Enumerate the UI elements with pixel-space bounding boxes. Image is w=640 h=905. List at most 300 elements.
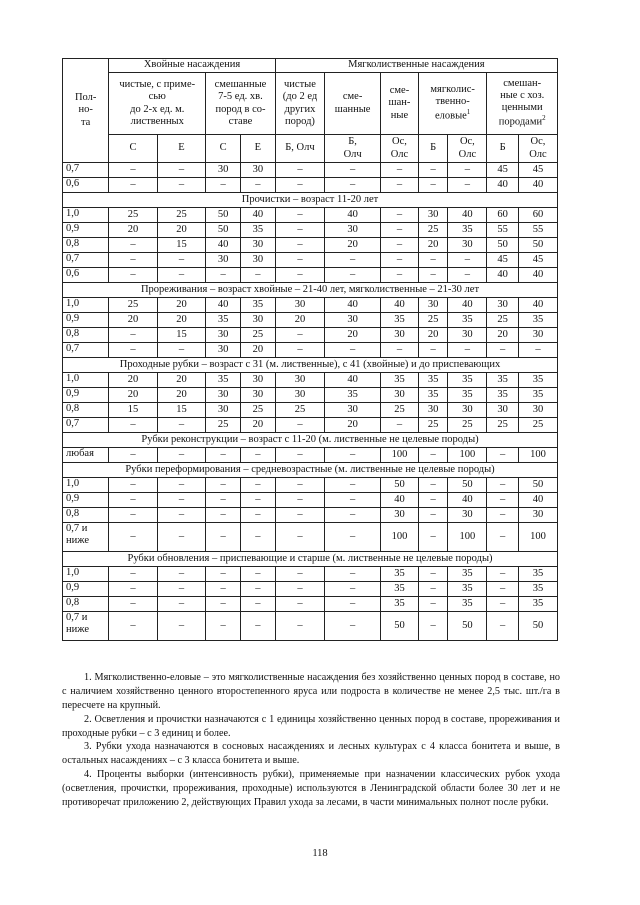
percent-cell: 30 <box>275 373 324 388</box>
percent-cell: 40 <box>487 178 519 193</box>
percent-cell: – <box>381 223 419 238</box>
percent-cell: 35 <box>487 373 519 388</box>
percent-cell: 50 <box>518 612 557 641</box>
percent-cell: – <box>487 567 519 582</box>
percent-cell: – <box>325 567 381 582</box>
percent-cell: – <box>518 343 557 358</box>
percent-cell: – <box>206 582 241 597</box>
percent-cell: 45 <box>518 253 557 268</box>
percent-cell: 20 <box>157 223 205 238</box>
percent-cell: – <box>325 493 381 508</box>
percent-cell: – <box>206 448 241 463</box>
percent-cell: 30 <box>418 298 447 313</box>
percent-cell: 20 <box>109 388 157 403</box>
percent-cell: 40 <box>518 268 557 283</box>
percent-cell: 35 <box>518 597 557 612</box>
percent-cell: 30 <box>325 223 381 238</box>
header-mixed-soft-text: сме- шанные <box>334 91 371 115</box>
percent-cell: – <box>275 178 324 193</box>
percent-cell: 15 <box>157 328 205 343</box>
percent-cell: 35 <box>418 373 447 388</box>
percent-cell: 35 <box>448 597 487 612</box>
percent-cell: 25 <box>418 223 447 238</box>
percent-cell: 50 <box>206 208 241 223</box>
section-row <box>63 463 558 478</box>
percent-cell: 25 <box>109 298 157 313</box>
percent-cell: – <box>487 612 519 641</box>
species-header: Б <box>487 135 519 163</box>
percent-cell: 30 <box>240 253 275 268</box>
species-header: Б <box>418 135 447 163</box>
percent-cell: – <box>448 163 487 178</box>
species-header: Е <box>240 135 275 163</box>
percent-cell: – <box>275 508 324 523</box>
percent-cell: – <box>418 253 447 268</box>
percent-cell: 30 <box>275 388 324 403</box>
section-title: Прочистки – возраст 11-20 лет <box>63 193 558 208</box>
percent-cell: 20 <box>325 418 381 433</box>
percent-cell: 25 <box>418 418 447 433</box>
percent-cell: 100 <box>381 523 419 552</box>
percent-cell: 50 <box>448 478 487 493</box>
header-pure-conifer-text: чистые, с приме- сью до 2-х ед. м. лиственных <box>119 79 196 127</box>
table-row <box>63 508 558 523</box>
percent-cell: – <box>109 508 157 523</box>
percent-cell: 25 <box>487 313 519 328</box>
percent-cell: 30 <box>381 328 419 343</box>
percent-cell: 35 <box>448 582 487 597</box>
percent-cell: – <box>448 178 487 193</box>
species-header: С <box>109 135 157 163</box>
percent-cell: 50 <box>518 478 557 493</box>
percent-cell: – <box>157 418 205 433</box>
percent-cell: – <box>240 612 275 641</box>
section-row <box>63 552 558 567</box>
density-cell: 1,0 <box>63 567 109 582</box>
percent-cell: 30 <box>448 508 487 523</box>
species-header: Б, Олч <box>275 135 324 163</box>
species-header: С <box>206 135 241 163</box>
header-mixed-soft-2 <box>381 73 419 135</box>
percent-cell: – <box>418 448 447 463</box>
percent-cell: 40 <box>206 238 241 253</box>
percent-cell: 40 <box>448 493 487 508</box>
page-number: 118 <box>312 848 328 859</box>
percent-cell: – <box>325 612 381 641</box>
percent-cell: 35 <box>240 223 275 238</box>
header-density-text: Пол- но- та <box>74 92 97 128</box>
percent-cell: – <box>206 493 241 508</box>
percent-cell: 45 <box>518 163 557 178</box>
percent-cell: – <box>325 163 381 178</box>
section-row <box>63 283 558 298</box>
percent-cell: – <box>275 523 324 552</box>
percent-cell: – <box>381 268 419 283</box>
percent-cell: 50 <box>381 612 419 641</box>
percent-cell: 25 <box>418 313 447 328</box>
percent-cell: 30 <box>518 328 557 343</box>
table-row <box>63 253 558 268</box>
density-cell: 0,9 <box>63 388 109 403</box>
density-cell: 0,8 <box>63 508 109 523</box>
percent-cell: 35 <box>381 597 419 612</box>
density-cell: 0,8 <box>63 403 109 418</box>
percent-cell: – <box>275 343 324 358</box>
species-header: Ос, Олс <box>518 135 557 163</box>
table-row <box>63 493 558 508</box>
footnote-paragraph: 2. Осветления и прочистки назначаются с 1 единицы хозяйственно ценных пород в составе, прореживания и проходные рубки – с 3 единиц и более. <box>62 713 560 739</box>
percent-cell: – <box>109 523 157 552</box>
percent-cell: – <box>325 582 381 597</box>
percent-cell: 40 <box>448 208 487 223</box>
table-row <box>63 223 558 238</box>
percent-cell: 30 <box>206 328 241 343</box>
percent-cell: 20 <box>109 223 157 238</box>
percent-cell: – <box>109 418 157 433</box>
percent-cell: – <box>275 493 324 508</box>
percent-cell: 50 <box>518 238 557 253</box>
percent-cell: – <box>157 567 205 582</box>
percent-cell: 25 <box>518 418 557 433</box>
percent-cell: 30 <box>240 388 275 403</box>
percent-cell: – <box>275 238 324 253</box>
percent-cell: – <box>487 508 519 523</box>
header-mixed-valuable-text: смешан- ные с хоз. ценными породами <box>498 78 545 128</box>
percent-cell: 35 <box>448 313 487 328</box>
percent-cell: 20 <box>240 418 275 433</box>
table-body <box>63 163 558 641</box>
percent-cell: – <box>381 253 419 268</box>
percent-cell: 40 <box>325 208 381 223</box>
percent-cell: – <box>325 508 381 523</box>
percent-cell: – <box>487 343 519 358</box>
percent-cell: 40 <box>448 298 487 313</box>
percent-cell: 20 <box>157 298 205 313</box>
percent-cell: 30 <box>448 403 487 418</box>
percent-cell: – <box>487 448 519 463</box>
percent-cell: 25 <box>487 418 519 433</box>
section-row <box>63 433 558 448</box>
table-row <box>63 343 558 358</box>
header-mixed-conifer <box>206 73 276 135</box>
table-row <box>63 313 558 328</box>
percent-cell: – <box>240 508 275 523</box>
percent-cell: – <box>487 582 519 597</box>
percent-cell: – <box>109 612 157 641</box>
percent-cell: – <box>487 478 519 493</box>
percent-cell: – <box>157 493 205 508</box>
percent-cell: 30 <box>448 238 487 253</box>
density-cell: 0,7 <box>63 253 109 268</box>
density-cell: 0,6 <box>63 178 109 193</box>
table-row <box>63 208 558 223</box>
percent-cell: 100 <box>381 448 419 463</box>
percent-cell: – <box>325 597 381 612</box>
percent-cell: – <box>275 582 324 597</box>
percent-cell: – <box>418 523 447 552</box>
percent-cell: 30 <box>487 298 519 313</box>
density-cell: 0,9 <box>63 223 109 238</box>
section-row <box>63 193 558 208</box>
species-header: Б, Олч <box>325 135 381 163</box>
percent-cell: – <box>418 178 447 193</box>
percent-cell: – <box>157 582 205 597</box>
table-row <box>63 523 558 552</box>
percent-cell: 30 <box>325 313 381 328</box>
header-pure-conifer <box>109 73 206 135</box>
percent-cell: – <box>381 418 419 433</box>
percent-cell: – <box>381 343 419 358</box>
percent-cell: – <box>381 238 419 253</box>
percent-cell: 35 <box>448 373 487 388</box>
percent-cell: – <box>381 208 419 223</box>
table-row <box>63 448 558 463</box>
percent-cell: 20 <box>418 238 447 253</box>
header-pure-soft <box>275 73 324 135</box>
percent-cell: 25 <box>381 403 419 418</box>
percent-cell: 55 <box>487 223 519 238</box>
percent-cell: 30 <box>381 388 419 403</box>
density-cell: 0,9 <box>63 493 109 508</box>
percent-cell: – <box>448 253 487 268</box>
percent-cell: – <box>157 253 205 268</box>
table-row <box>63 163 558 178</box>
percent-cell: – <box>325 478 381 493</box>
table-row <box>63 403 558 418</box>
percent-cell: 25 <box>275 403 324 418</box>
percent-cell: 40 <box>240 208 275 223</box>
percent-cell: – <box>275 448 324 463</box>
percent-cell: – <box>381 163 419 178</box>
percent-cell: 40 <box>518 493 557 508</box>
percent-cell: – <box>206 268 241 283</box>
percent-cell: 20 <box>109 373 157 388</box>
percent-cell: – <box>206 508 241 523</box>
percent-cell: – <box>206 597 241 612</box>
percent-cell: 45 <box>487 253 519 268</box>
percent-cell: 30 <box>487 403 519 418</box>
percent-cell: 35 <box>381 567 419 582</box>
table-row <box>63 298 558 313</box>
percent-cell: 30 <box>206 163 241 178</box>
percent-cell: – <box>275 163 324 178</box>
percent-cell: 25 <box>240 403 275 418</box>
percent-cell: 45 <box>487 163 519 178</box>
footnote-paragraph: 4. Проценты выборки (интенсивность рубки), применяемые при назначении классических рубок ухода (осветления, прочистки, прореживания, проходные) используются в Ленинградской области более 30 лет и не противоречат приложению 2, действующих Правил ухода за лесами, в части минимальных полнот после рубки. <box>62 769 560 808</box>
percent-cell: – <box>157 478 205 493</box>
density-cell: 1,0 <box>63 298 109 313</box>
percent-cell: – <box>157 448 205 463</box>
section-title: Проходные рубки – возраст с 31 (м. лиственные), с 41 (хвойные) и до приспевающих <box>63 358 558 373</box>
percent-cell: 20 <box>275 313 324 328</box>
percent-cell: – <box>448 343 487 358</box>
percent-cell: 30 <box>206 388 241 403</box>
percent-cell: – <box>240 268 275 283</box>
density-cell: 0,7 <box>63 343 109 358</box>
density-cell: 1,0 <box>63 478 109 493</box>
percent-cell: 30 <box>518 508 557 523</box>
percent-cell: – <box>109 238 157 253</box>
percent-cell: 25 <box>157 208 205 223</box>
percent-cell: 30 <box>240 313 275 328</box>
percent-cell: – <box>325 178 381 193</box>
species-header: Е <box>157 135 205 163</box>
percent-cell: – <box>487 493 519 508</box>
percent-cell: 60 <box>487 208 519 223</box>
density-cell: 1,0 <box>63 373 109 388</box>
percent-cell: 25 <box>206 418 241 433</box>
header-mixed-conifer-text: смешанные 7-5 ед. хв. пород в со- ставе <box>214 79 267 127</box>
section-title: Рубки переформирования – средневозрастные (м. лиственные не целевые породы) <box>63 463 558 478</box>
footnote-paragraph: 1. Мягколиственно-еловые – это мягколиственные насаждения без хозяйственно ценных пород в составе, но с наличием хозяйственно ценного второстепенного яруса или подроста в количестве не менее 2,5 тыс. шт./га в пересчете на крупный. <box>62 672 560 711</box>
percent-cell: 35 <box>518 582 557 597</box>
percent-cell: – <box>275 208 324 223</box>
percent-cell: – <box>240 493 275 508</box>
percent-cell: – <box>157 523 205 552</box>
header-spruce-soft-text: мягколис- твенно- еловые <box>430 84 475 122</box>
table-row <box>63 388 558 403</box>
percent-cell: 20 <box>325 238 381 253</box>
percent-cell: – <box>418 582 447 597</box>
percent-cell: – <box>157 597 205 612</box>
section-title: Рубки реконструкции – возраст с 11-20 (м. лиственные не целевые породы) <box>63 433 558 448</box>
percent-cell: 40 <box>381 493 419 508</box>
percent-cell: – <box>240 567 275 582</box>
percent-cell: – <box>240 523 275 552</box>
table-row <box>63 567 558 582</box>
density-cell: 0,9 <box>63 313 109 328</box>
percent-cell: 35 <box>448 567 487 582</box>
table-row <box>63 373 558 388</box>
percent-cell: – <box>275 597 324 612</box>
percent-cell: – <box>418 508 447 523</box>
percent-cell: – <box>240 448 275 463</box>
percent-cell: 100 <box>448 448 487 463</box>
percent-cell: – <box>418 612 447 641</box>
percent-cell: 25 <box>240 328 275 343</box>
percent-cell: – <box>157 163 205 178</box>
percent-cell: 40 <box>487 268 519 283</box>
percent-cell: 40 <box>206 298 241 313</box>
percent-cell: – <box>109 178 157 193</box>
percent-cell: 100 <box>448 523 487 552</box>
percent-cell: – <box>325 523 381 552</box>
percent-cell: 35 <box>487 388 519 403</box>
header-mixed-valuable <box>487 73 558 135</box>
percent-cell: – <box>275 223 324 238</box>
header-pure-soft-text: чистые (до 2 ед других пород) <box>282 79 318 127</box>
percent-cell: 35 <box>206 313 241 328</box>
percent-cell: 20 <box>325 328 381 343</box>
header-group-softwood: Мягколиственные насаждения <box>275 59 557 73</box>
percent-cell: – <box>109 163 157 178</box>
percent-cell: – <box>109 343 157 358</box>
percent-cell: – <box>206 523 241 552</box>
percent-cell: 40 <box>325 373 381 388</box>
species-header: Ос, Олс <box>381 135 419 163</box>
percent-cell: 25 <box>448 418 487 433</box>
percent-cell: – <box>418 597 447 612</box>
table-row <box>63 268 558 283</box>
percent-cell: – <box>487 523 519 552</box>
percent-cell: – <box>240 582 275 597</box>
header-mixed-soft <box>325 73 381 135</box>
percent-cell: 15 <box>157 403 205 418</box>
percent-cell: 30 <box>448 328 487 343</box>
percent-cell: 30 <box>518 403 557 418</box>
footnote-1-marker: 1 <box>466 108 471 117</box>
density-cell: любая <box>63 448 109 463</box>
percent-cell: – <box>109 478 157 493</box>
percent-cell: – <box>240 178 275 193</box>
percent-cell: 35 <box>448 223 487 238</box>
percent-cell: 35 <box>518 313 557 328</box>
density-cell: 0,9 <box>63 582 109 597</box>
percent-cell: 15 <box>109 403 157 418</box>
percent-cell: 35 <box>518 567 557 582</box>
forest-thinning-table <box>62 58 558 641</box>
percent-cell: – <box>109 268 157 283</box>
percent-cell: 15 <box>157 238 205 253</box>
percent-cell: 20 <box>240 343 275 358</box>
table-row <box>63 178 558 193</box>
percent-cell: – <box>157 508 205 523</box>
percent-cell: – <box>418 493 447 508</box>
percent-cell: – <box>109 582 157 597</box>
density-cell: 0,6 <box>63 268 109 283</box>
percent-cell: 60 <box>518 208 557 223</box>
percent-cell: – <box>109 253 157 268</box>
percent-cell: 30 <box>206 343 241 358</box>
density-cell: 0,7 <box>63 418 109 433</box>
percent-cell: – <box>157 268 205 283</box>
table-row <box>63 418 558 433</box>
percent-cell: 40 <box>325 298 381 313</box>
percent-cell: – <box>275 612 324 641</box>
percent-cell: 50 <box>381 478 419 493</box>
percent-cell: 30 <box>240 163 275 178</box>
percent-cell: 40 <box>381 298 419 313</box>
percent-cell: – <box>325 268 381 283</box>
percent-cell: – <box>381 178 419 193</box>
section-row <box>63 358 558 373</box>
percent-cell: 20 <box>487 328 519 343</box>
percent-cell: 50 <box>487 238 519 253</box>
species-header: Ос, Олс <box>448 135 487 163</box>
percent-cell: 30 <box>240 373 275 388</box>
percent-cell: 30 <box>240 238 275 253</box>
percent-cell: 35 <box>240 298 275 313</box>
table-row <box>63 597 558 612</box>
header-mixed-soft-2-text: сме- шан- ные <box>388 85 411 121</box>
percent-cell: – <box>325 253 381 268</box>
table-row <box>63 478 558 493</box>
percent-cell: – <box>275 253 324 268</box>
header-density <box>63 59 109 163</box>
percent-cell: 55 <box>518 223 557 238</box>
percent-cell: – <box>109 328 157 343</box>
header-spruce-soft <box>418 73 486 135</box>
percent-cell: 20 <box>418 328 447 343</box>
footnotes <box>62 671 560 810</box>
percent-cell: – <box>206 567 241 582</box>
percent-cell: 35 <box>381 582 419 597</box>
percent-cell: – <box>206 612 241 641</box>
density-cell: 0,8 <box>63 328 109 343</box>
percent-cell: 20 <box>109 313 157 328</box>
percent-cell: – <box>206 178 241 193</box>
percent-cell: 35 <box>518 373 557 388</box>
